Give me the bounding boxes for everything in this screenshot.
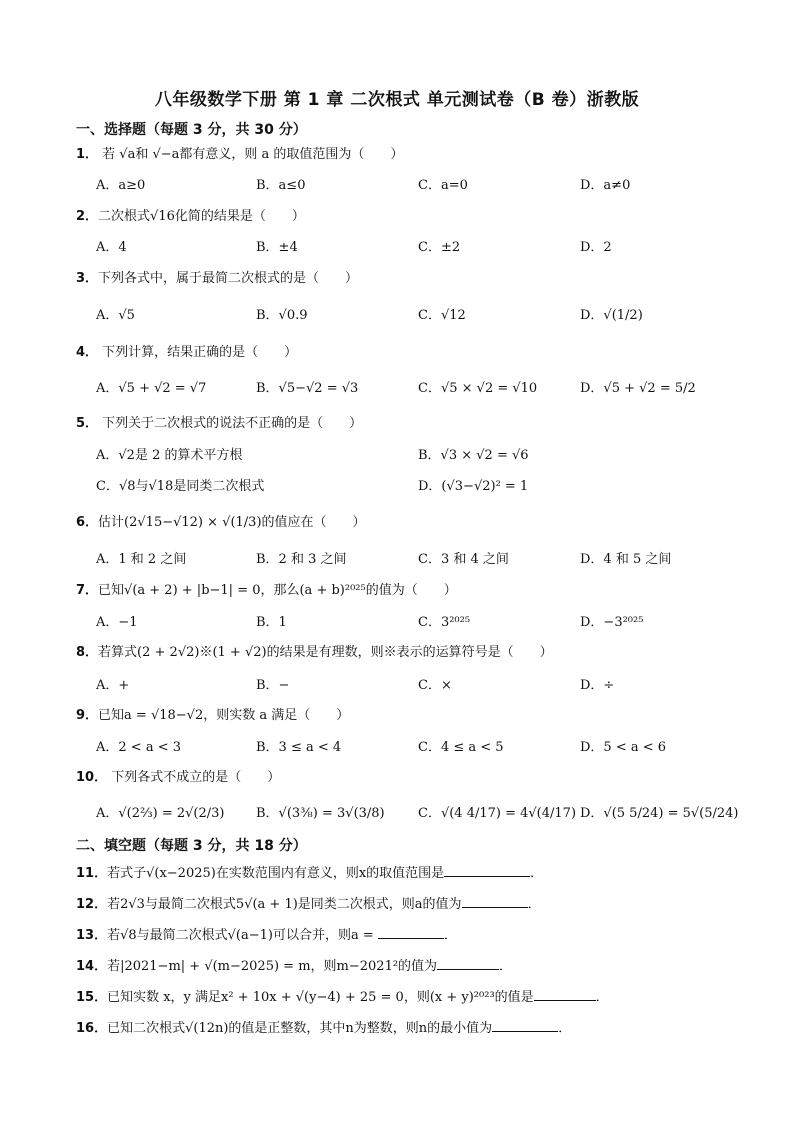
question-15 bbox=[76, 986, 609, 1008]
question-text: 下列关于二次根式的说法不正确的是（ ） bbox=[98, 416, 363, 431]
question-text: 若2√3与最简二次根式5√(a + 1)是同类二次根式，则a的值为 bbox=[107, 897, 462, 912]
question-text: 下列各式中，属于最简二次根式的是（ ） bbox=[98, 271, 359, 286]
options-row-3 bbox=[96, 306, 716, 330]
option-a: A．√(2⅔) = 2√(2/3) bbox=[96, 806, 225, 821]
question-text: 若式子√(x−2025)在实数范围内有意义，则x的取值范围是 bbox=[107, 866, 445, 881]
question-number: 16． bbox=[76, 1021, 108, 1036]
options-row-6 bbox=[96, 550, 716, 574]
question-tail: ． bbox=[443, 928, 457, 943]
option-a: A．−1 bbox=[96, 615, 138, 630]
question-9 bbox=[76, 706, 349, 726]
option-b: B．√5−√2 = √3 bbox=[256, 381, 359, 396]
option-a: A．a≥0 bbox=[96, 178, 146, 193]
option-d: D．÷ bbox=[580, 678, 615, 693]
option-c: C．× bbox=[418, 678, 452, 693]
question-12 bbox=[76, 893, 541, 915]
section-heading-choice: 一、选择题（每题 3 分，共 30 分） bbox=[76, 122, 307, 138]
question-2 bbox=[76, 207, 305, 227]
question-text: 已知二次根式√(12n)的值是正整数，其中n为整数，则n的最小值为 bbox=[107, 1021, 493, 1036]
question-number: 10． bbox=[76, 770, 108, 785]
options-row-8 bbox=[96, 676, 716, 700]
question-4 bbox=[76, 343, 297, 363]
option-d: D．4 和 5 之间 bbox=[580, 552, 672, 567]
answer-blank[interactable] bbox=[378, 924, 444, 939]
question-number: 12． bbox=[76, 897, 108, 912]
option-c: C．√5 × √2 = √10 bbox=[418, 381, 538, 396]
option-a: A．4 bbox=[96, 240, 127, 255]
question-text: 已知实数 x，y 满足x² + 10x + √(y−4) + 25 = 0，则(x + y)²⁰²³的值是 bbox=[107, 990, 534, 1005]
question-tail: ． bbox=[530, 866, 544, 881]
question-number: 8． bbox=[76, 645, 99, 660]
option-d: D．2 bbox=[580, 240, 612, 255]
question-number: 4． bbox=[76, 345, 99, 360]
question-number: 6． bbox=[76, 515, 99, 530]
page-title: 八年级数学下册 第 1 章 二次根式 单元测试卷（B 卷）浙教版 bbox=[154, 90, 640, 110]
question-text: 下列计算，结果正确的是（ ） bbox=[98, 345, 298, 360]
option-d: D．√5 + √2 = 5/2 bbox=[580, 381, 696, 396]
question-number: 3． bbox=[76, 271, 99, 286]
question-16 bbox=[76, 1017, 571, 1039]
question-text: 二次根式√16化简的结果是（ ） bbox=[98, 209, 305, 224]
options-row-5b bbox=[96, 477, 716, 501]
answer-blank[interactable] bbox=[462, 893, 528, 908]
question-tail: ． bbox=[499, 959, 513, 974]
question-text: 估计(2√15−√12) × √(1/3)的值应在（ ） bbox=[98, 515, 366, 530]
option-b: B．a≤0 bbox=[256, 178, 306, 193]
question-10 bbox=[76, 768, 280, 788]
question-text: 若算式(2 + 2√2)※(1 + √2)的结果是有理数，则※表示的运算符号是（ ） bbox=[98, 645, 553, 660]
option-a: A．√5 + √2 = √7 bbox=[96, 381, 207, 396]
option-a: A．√2是 2 的算术平方根 bbox=[96, 448, 243, 463]
option-b: B．3 ≤ a < 4 bbox=[256, 740, 342, 755]
option-c: C．3²⁰²⁵ bbox=[418, 615, 471, 630]
option-c: C．a=0 bbox=[418, 178, 468, 193]
options-row-9 bbox=[96, 738, 716, 762]
question-number: 2． bbox=[76, 209, 99, 224]
options-row-4 bbox=[96, 379, 716, 403]
option-c: C．4 ≤ a < 5 bbox=[418, 740, 504, 755]
option-b: B．√0.9 bbox=[256, 308, 308, 323]
options-row-1 bbox=[96, 176, 716, 200]
question-text: 下列各式不成立的是（ ） bbox=[107, 770, 281, 785]
question-number: 9． bbox=[76, 708, 99, 723]
option-d: D．a≠0 bbox=[580, 178, 631, 193]
option-d: D．√(5 5/24) = 5√(5/24) bbox=[580, 806, 739, 821]
option-b: B．− bbox=[256, 678, 290, 693]
question-number: 1． bbox=[76, 147, 99, 162]
answer-blank[interactable] bbox=[492, 1017, 558, 1032]
question-tail: ． bbox=[595, 990, 609, 1005]
question-text: 若√8与最简二次根式√(a−1)可以合并，则a = bbox=[107, 928, 378, 943]
options-row-10 bbox=[96, 804, 739, 828]
option-b: B．±4 bbox=[256, 240, 298, 255]
option-a: A．2 < a < 3 bbox=[96, 740, 181, 755]
question-number: 14． bbox=[76, 959, 108, 974]
option-b: B．2 和 3 之间 bbox=[256, 552, 347, 567]
options-row-2 bbox=[96, 238, 716, 262]
question-number: 11． bbox=[76, 866, 108, 881]
question-text: 若 √a和 √−a都有意义，则 a 的取值范围为（ ） bbox=[98, 147, 404, 162]
option-a: A．√5 bbox=[96, 308, 135, 323]
answer-blank[interactable] bbox=[534, 986, 596, 1001]
option-d: D．5 < a < 6 bbox=[580, 740, 667, 755]
question-tail: ． bbox=[527, 897, 541, 912]
answer-blank[interactable] bbox=[444, 862, 530, 877]
question-text: 已知√(a + 2) + |b−1| = 0，那么(a + b)²⁰²⁵的值为（ ） bbox=[98, 583, 457, 598]
option-b: B．√3 × √2 = √6 bbox=[418, 448, 529, 463]
option-a: A．1 和 2 之间 bbox=[96, 552, 187, 567]
question-text: 已知a = √18−√2，则实数 a 满足（ ） bbox=[98, 708, 350, 723]
question-number: 7． bbox=[76, 583, 99, 598]
options-row-7 bbox=[96, 613, 716, 637]
question-number: 13． bbox=[76, 928, 108, 943]
question-11 bbox=[76, 862, 543, 884]
section-heading-fill: 二、填空题（每题 3 分，共 18 分） bbox=[76, 838, 307, 854]
question-3 bbox=[76, 269, 358, 289]
question-7 bbox=[76, 581, 457, 601]
question-1 bbox=[76, 145, 403, 165]
question-text: 若|2021−m| + √(m−2025) = m，则m−2021²的值为 bbox=[107, 959, 438, 974]
option-c: C．√(4 4/17) = 4√(4/17) bbox=[418, 806, 577, 821]
question-number: 15． bbox=[76, 990, 108, 1005]
option-a: A．+ bbox=[96, 678, 130, 693]
option-c: C．3 和 4 之间 bbox=[418, 552, 509, 567]
answer-blank[interactable] bbox=[437, 955, 499, 970]
option-d: D．(√3−√2)² = 1 bbox=[418, 479, 529, 494]
question-5 bbox=[76, 414, 362, 434]
question-14 bbox=[76, 955, 512, 977]
option-b: B．1 bbox=[256, 615, 287, 630]
option-d: D．−3²⁰²⁵ bbox=[580, 615, 644, 630]
option-c: C．±2 bbox=[418, 240, 461, 255]
question-number: 5． bbox=[76, 416, 99, 431]
question-8 bbox=[76, 643, 553, 663]
option-c: C．√8与√18是同类二次根式 bbox=[96, 479, 265, 494]
question-13 bbox=[76, 924, 457, 946]
option-c: C．√12 bbox=[418, 308, 466, 323]
option-d: D．√(1/2) bbox=[580, 308, 643, 323]
option-b: B．√(3⅜) = 3√(3/8) bbox=[256, 806, 385, 821]
question-6 bbox=[76, 513, 366, 533]
options-row-5a bbox=[96, 446, 716, 470]
question-tail: ． bbox=[558, 1021, 572, 1036]
